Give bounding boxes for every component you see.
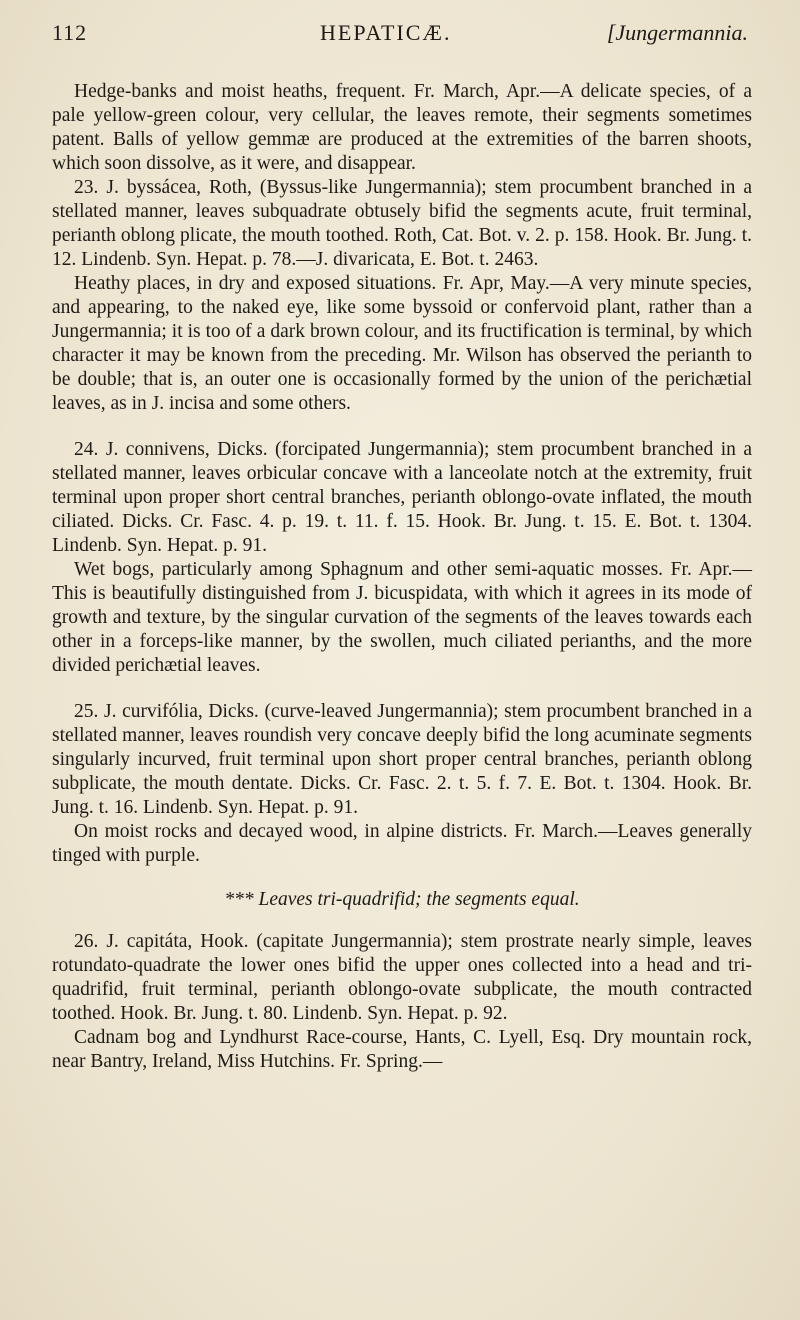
section-heading: *** Leaves tri-quadrifid; the segments equal. <box>224 889 580 910</box>
species-26-description: 26. J. capitáta, Hook. (capitate Jungermannia); stem prostrate nearly simple, leaves rotundato-quadrate the lower ones bifid the upper ones collected into a head and tri-quadrifid, fruit terminal, perianth oblongo-ovate subplicate, the mouth contracted toothed. Hook. Br. Jung. t. 80. Lindenb. Syn. Hepat. p. 92. <box>52 931 752 1024</box>
body-text <box>52 80 752 1074</box>
species-23-habitat: Heathy places, in dry and exposed situations. Fr. Apr, May.—A very minute species, and appearing, to the naked eye, like some byssoid or confervoid plant, rather than a Jungermannia; it is too of a dark brown colour, and its fructification is terminal, by which character it may be known from the preceding. Mr. Wilson has observed the perianth to be double; that is, an outer one is occasionally formed by the union of the perichætial leaves, as in J. incisa and some others. <box>52 273 752 414</box>
running-title: HEPATICÆ. <box>320 20 452 45</box>
species-25-description: 25. J. curvifólia, Dicks. (curve-leaved Jungermannia); stem procumbent branched in a stellated manner, leaves roundish very concave deeply bifid the long acuminate segments singularly incurved, fruit terminal upon short proper central branches, perianth oblong subplicate, the mouth dentate. Dicks. Cr. Fasc. 2. t. 5. f. 7. E. Bot. t. 1304. Hook. Br. Jung. t. 16. Lindenb. Syn. Hepat. p. 91. <box>52 701 752 818</box>
species-24-description: 24. J. connivens, Dicks. (forcipated Jungermannia); stem procumbent branched in a stellated manner, leaves orbicular concave with a lanceolate notch at the extremity, fruit terminal upon proper short central branches, perianth oblongo-ovate inflated, the mouth ciliated. Dicks. Cr. Fasc. 4. p. 19. t. 11. f. 15. Hook. Br. Jung. t. 15. E. Bot. t. 1304. Lindenb. Syn. Hepat. p. 91. <box>52 439 752 556</box>
species-24-habitat: Wet bogs, particularly among Sphagnum and other semi-aquatic mosses. Fr. Apr.—This is beautifully distinguished from J. bicuspidata, with which it agrees in its mode of growth and texture, by the singular curvation of the segments of the leaves towards each other in a forceps-like manner, by the swollen, much ciliated perianths, and the more divided perichætial leaves. <box>52 559 752 676</box>
genus-heading: [Jungermannia. <box>606 20 748 45</box>
species-23-description: 23. J. byssácea, Roth, (Byssus-like Jungermannia); stem procumbent branched in a stellated manner, leaves subquadrate obtusely bifid the segments acute, fruit terminal, perianth oblong plicate, the mouth toothed. Roth, Cat. Bot. v. 2. p. 158. Hook. Br. Jung. t. 12. Lindenb. Syn. Hepat. p. 78.—J. divaricata, E. Bot. t. 2463. <box>52 177 752 270</box>
species-25-habitat: On moist rocks and decayed wood, in alpine districts. Fr. March.—Leaves generally tinged with purple. <box>52 821 752 866</box>
page-number: 112 <box>52 20 88 45</box>
paragraph-22-habitat: Hedge-banks and moist heaths, frequent. Fr. March, Apr.—A delicate species, of a pale yellow-green colour, very cellular, the leaves remote, their segments sometimes patent. Balls of yellow gemmæ are produced at the extremities of the barren shoots, which soon dissolve, as it were, and disappear. <box>52 81 752 174</box>
page-header <box>52 20 748 52</box>
species-26-habitat: Cadnam bog and Lyndhurst Race-course, Hants, C. Lyell, Esq. Dry mountain rock, near Bantry, Ireland, Miss Hutchins. Fr. Spring.— <box>52 1027 752 1072</box>
